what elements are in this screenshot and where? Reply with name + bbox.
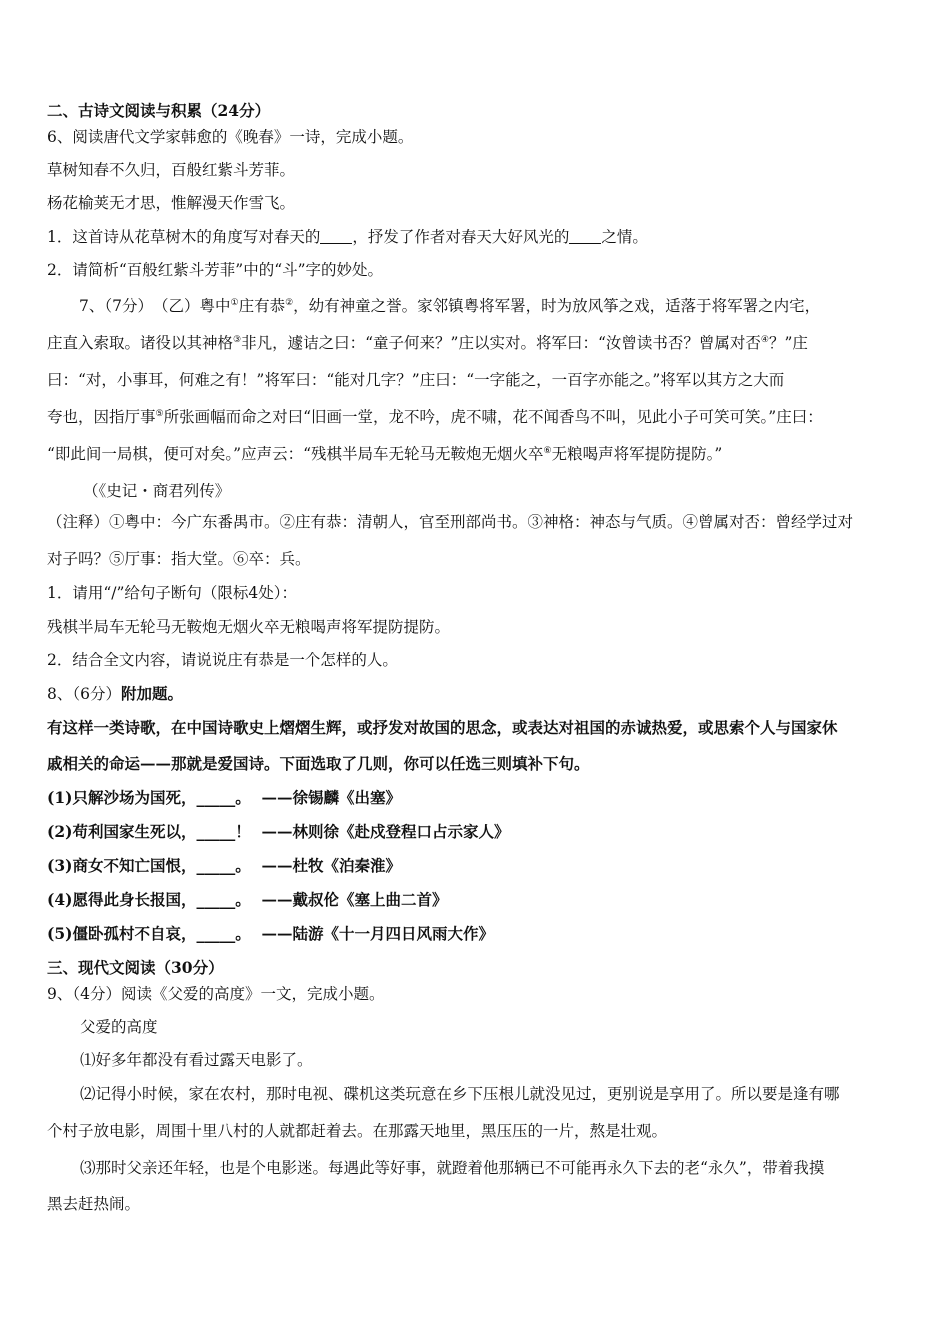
q8-item <box>47 788 907 808</box>
q8-item-text: (1)只解沙场为国死， <box>47 788 197 807</box>
q6-sub1 <box>47 227 907 247</box>
footnote-mark: ③ <box>233 335 242 345</box>
q7-sub1-sentence: 残棋半局车无轮马无鞍炮无烟火卒无粮喝声将军提防提防。 <box>47 618 451 636</box>
answer-blank[interactable]: _____ <box>196 822 236 841</box>
q8-intro-line-1: 有这样一类诗歌，在中国诗歌史上熠熠生辉，或抒发对故国的思念，或表达对祖国的赤诚热爱，或思索个人与国家休 <box>47 718 838 737</box>
q7-l2-c: ？”庄 <box>768 334 808 352</box>
q7-l5-b: 无粮喝声将军提防提防。” <box>551 445 723 463</box>
article-paragraph-3-line-1: ⑶那时父亲还年轻，也是个电影迷。每遇此等好事，就蹬着他那辆已不可能再永久下去的老“永久”，带着我摸 <box>80 1159 825 1177</box>
q8-item-source: ——杜牧《泊秦淮》 <box>261 856 402 875</box>
q7-l4-b: 所张画幅而命之对曰“旧画一堂，龙不吟，虎不啸，花不闻香鸟不叫，见此小子可笑可笑。”庄曰： <box>163 408 823 426</box>
article-title: 父爱的高度 <box>80 1018 158 1036</box>
q7-line-5 <box>47 444 907 464</box>
q8-item-text: (5)僵卧孤村不自哀， <box>47 924 197 943</box>
article-paragraph-3-line-2: 黑去赶热闹。 <box>47 1195 141 1213</box>
answer-blank[interactable]: _____ <box>196 924 236 943</box>
q7-notes-line-1: （注释）①粤中：今广东番禺市。②庄有恭：清朝人，官至刑部尚书。③神格：神态与气质。④曾属对否：曾经学过对 <box>47 513 854 531</box>
q6-sub1-text-b: ，抒发了作者对春天大好风光的 <box>352 228 570 246</box>
q8-item-end: 。 <box>235 924 251 943</box>
section2-heading: 二、古诗文阅读与积累（24分） <box>47 101 271 120</box>
q6-sub1-text-c: 之情。 <box>601 228 648 246</box>
q8-label-title: 附加题。 <box>120 684 183 703</box>
q8-label-score: 8、（6分） <box>47 685 121 703</box>
poem-line-1: 草树知春不久归，百般红紫斗芳菲。 <box>47 161 296 179</box>
answer-blank[interactable]: _____ <box>196 890 236 909</box>
q6-sub1-text-a: 1．这首诗从花草树木的角度写对春天的 <box>47 228 321 246</box>
q7-l1-c: ，幼有神童之誉。家邻镇粤将军署，时为放风筝之戏，适落于将军署之内宅， <box>293 297 821 315</box>
article-paragraph-1: ⑴好多年都没有看过露天电影了。 <box>80 1051 313 1069</box>
q8-item <box>47 822 907 842</box>
footnote-mark: ④ <box>760 335 769 345</box>
q8-item-text: (4)愿得此身长报国， <box>47 890 197 909</box>
q8-item <box>47 890 907 910</box>
q8-item <box>47 856 907 876</box>
q6-sub2: 2．请简析“百般红紫斗芳菲”中的“斗”字的妙处。 <box>47 261 384 279</box>
q8-item-source: ——徐锡麟《出塞》 <box>261 788 402 807</box>
q9-prompt: 9、（4分）阅读《父爱的高度》一文，完成小题。 <box>47 985 385 1003</box>
q8-label <box>47 684 907 704</box>
q7-sub1: 1．请用“/”给句子断句（限标4处）： <box>47 584 298 602</box>
footnote-mark: ① <box>230 298 239 308</box>
article-paragraph-2-line-1: ⑵记得小时候，家在农村，那时电视、碟机这类玩意在乡下压根儿就没见过，更别说是享用了。所以要是逢有哪 <box>80 1085 840 1103</box>
q8-item-end: ！ <box>235 822 251 841</box>
article-paragraph-2-line-2: 个村子放电影，周围十里八村的人就都赶着去。在那露天地里，黑压压的一片，熬是壮观。 <box>47 1122 668 1140</box>
answer-blank[interactable] <box>320 229 352 244</box>
answer-blank[interactable] <box>569 229 601 244</box>
section3-heading: 三、现代文阅读（30分） <box>47 958 224 977</box>
q7-line-1 <box>79 296 939 316</box>
q7-line-3: 曰：“对，小事耳，何难之有！”将军曰：“能对几字？”庄曰：“一字能之，一百字亦能之。”将军以其方之大而 <box>47 371 785 389</box>
q7-l4-a: 夸也，因指厅事 <box>47 408 156 426</box>
q8-item-source: ——林则徐《赴戍登程口占示家人》 <box>261 822 510 841</box>
q7-l1-a: 7、（7分） （乙）粤中 <box>79 297 231 315</box>
q8-item-end: 。 <box>235 890 251 909</box>
q8-item-end: 。 <box>235 788 251 807</box>
q8-item <box>47 924 907 944</box>
footnote-mark: ⑥ <box>543 446 552 456</box>
q7-notes-line-2: 对子吗？⑤厅事：指大堂。⑥卒：兵。 <box>47 550 311 568</box>
poem-line-2: 杨花榆荚无才思，惟解漫天作雪飞。 <box>47 194 296 212</box>
q8-item-source: ——戴叔伦《塞上曲二首》 <box>261 890 448 909</box>
q7-line-4 <box>47 407 907 427</box>
footnote-mark: ② <box>285 298 294 308</box>
q7-l1-b: 庄有恭 <box>238 297 286 315</box>
answer-blank[interactable]: _____ <box>196 788 236 807</box>
q8-item-source: ——陆游《十一月四日风雨大作》 <box>261 924 495 943</box>
q7-source: （《史记・商君列传》 <box>83 482 231 500</box>
q6-prompt: 6、阅读唐代文学家韩愈的《晚春》一诗，完成小题。 <box>47 128 414 146</box>
q8-item-text: (2)苟利国家生死以， <box>47 822 197 841</box>
q8-item-end: 。 <box>235 856 251 875</box>
q7-l2-b: 非凡，遽诘之曰：“童子何来？”庄以实对。将军曰：“汝曾读书否？曾属对否 <box>241 334 761 352</box>
q8-item-text: (3)商女不知亡国恨， <box>47 856 197 875</box>
footnote-mark: ⑤ <box>155 409 164 419</box>
answer-blank[interactable]: _____ <box>196 856 236 875</box>
q7-sub2: 2．结合全文内容，请说说庄有恭是一个怎样的人。 <box>47 651 398 669</box>
q8-intro-line-2: 戚相关的命运——那就是爱国诗。下面选取了几则，你可以任选三则填补下句。 <box>47 754 590 773</box>
q7-l5-a: “即此间一局棋，便可对矣。”应声云：“残棋半局车无轮马无鞍炮无烟火卒 <box>47 445 544 463</box>
q7-l2-a: 庄直入索取。诸役以其神格 <box>47 334 234 352</box>
q7-line-2 <box>47 333 907 353</box>
